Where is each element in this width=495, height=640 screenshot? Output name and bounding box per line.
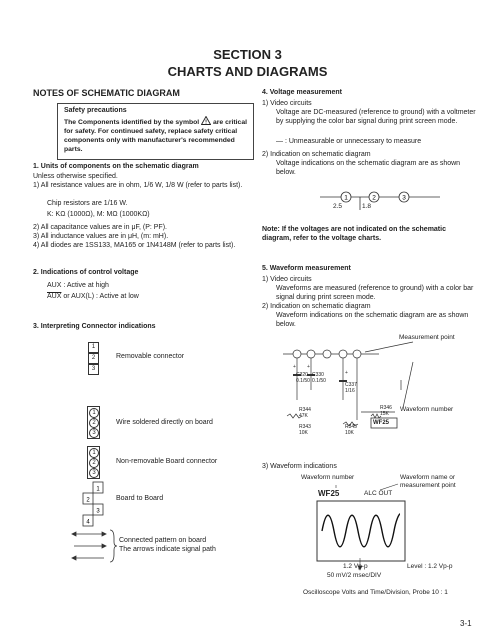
warning-triangle-icon <box>201 116 211 125</box>
notes-title: NOTES OF SCHEMATIC DIAGRAM <box>33 88 180 98</box>
svg-text:+: + <box>345 370 348 376</box>
control-aux-bar: $\overline{AUX}$ <box>47 293 62 300</box>
safety-box <box>57 103 254 160</box>
waveform-title: 5. Waveform measurement <box>262 265 351 272</box>
voltage-title: 4. Voltage measurement <box>262 89 343 96</box>
label-r344: R344 47K <box>299 407 311 419</box>
voltage-note: Note: If the voltages are not indicated on the schematic diagram, refer to the voltage charts. <box>262 226 446 242</box>
label-r346: R346 15K <box>380 405 392 417</box>
wf-code: WF25 <box>318 489 340 498</box>
voltage-item-1b: — : Unmeasurable or unnecessary to measure <box>276 138 422 145</box>
label-c320: C320 0.1/50 <box>296 372 310 384</box>
units-intro: Unless otherwise specified. <box>33 173 118 180</box>
waveform-item-1: 1) Video circuits <box>262 276 312 283</box>
waveform-callout-lines <box>300 478 490 578</box>
section-number: SECTION 3 <box>213 47 282 62</box>
svg-text:+: + <box>307 364 310 370</box>
connector-title: 3. Interpreting Connector indications <box>33 323 156 330</box>
units-item-1: 1) All resistance values are in ohm, 1/6 W, 1/8 W (refer to parts list). <box>33 182 243 189</box>
units-item-2: 2) All capacitance values are in μF, (P: PF). <box>33 224 167 231</box>
wf25-tag: WF25 <box>373 420 390 426</box>
oscilloscope-note: Oscilloscope Volts and Time/Division, Probe 10 : 1 <box>303 589 448 596</box>
soldered-connector-symbol: 1 2 3 <box>87 406 100 439</box>
removable-connector-symbol: 1 2 3 <box>88 342 99 375</box>
svg-text:3: 3 <box>96 508 100 515</box>
page-number: 3-1 <box>460 619 472 628</box>
signal-path-arrows-icon <box>70 528 118 568</box>
control-title: 2. Indications of control voltage <box>33 269 139 276</box>
voltage-item-2: 2) Indication on schematic diagram <box>262 151 371 158</box>
wf-name-label: Waveform name or measurement point <box>400 474 456 489</box>
svg-text:2: 2 <box>372 194 376 202</box>
wf-mvdiv: 50 mV/2 msec/DIV <box>327 572 382 579</box>
control-low: or AUX(L) : Active at low <box>61 293 139 300</box>
wf-vpp: 1.2 Vp-p <box>343 563 368 570</box>
schematic-snippet <box>283 340 483 450</box>
units-item-1c: K: KΩ (1000Ω), M: MΩ (1000KΩ) <box>47 211 150 218</box>
units-item-4: 4) All diodes are 1SS133, MA165 or 1N4148M (refer to parts list). <box>33 242 236 249</box>
waveform-item-2: 2) Indication on schematic diagram <box>262 303 371 310</box>
control-high: AUX : Active at high <box>47 282 109 289</box>
conn-nonremovable-label: Non-removable Board connector <box>116 458 218 465</box>
voltage-value-2: 1.8 <box>362 203 372 210</box>
conn-soldered-label: Wire soldered directly on board <box>116 419 213 426</box>
svg-text:1: 1 <box>344 194 348 202</box>
page-heading: CHARTS AND DIAGRAMS <box>167 64 328 79</box>
units-title: 1. Units of components on the schematic diagram <box>33 163 199 170</box>
waveform-item-2a: Waveform indications on the schematic diagram are as shown below. <box>276 312 469 328</box>
conn-board-label: Board to Board <box>116 495 164 502</box>
conn-pattern-label-1: Connected pattern on board <box>119 537 207 544</box>
label-c337: C337 1/16 <box>345 382 357 394</box>
nonremovable-connector-symbol: 1 2 3 <box>87 446 100 479</box>
voltage-item-1a: Voltage are DC-measured (reference to ground) with a voltmeter by supplying the color bar signal during print screen mode. <box>276 109 476 125</box>
voltage-item-2a: Voltage indications on the schematic diagram are as shown below. <box>276 160 461 176</box>
waveform-number-label: Waveform number <box>400 406 454 413</box>
svg-text:2: 2 <box>86 497 90 504</box>
safety-text-2: are critical for safety. For continued safety, replace safety critical components only with manufacturer's recommended parts. <box>64 119 247 153</box>
units-item-1b: Chip resistors are 1/16 W. <box>47 200 128 207</box>
wf-alc: ALC OUT <box>364 490 393 497</box>
svg-text:+: + <box>293 364 296 370</box>
units-item-3: 3) All inductance values are in μH, (m: mH). <box>33 233 169 240</box>
voltage-value-1: 2.5 <box>333 203 343 210</box>
svg-text:!: ! <box>205 119 208 125</box>
svg-text:4: 4 <box>86 519 90 526</box>
wf-level: Level : 1.2 Vp-p <box>407 563 453 570</box>
conn-removable-label: Removable connector <box>116 353 185 360</box>
safety-text-1: The Components identified by the symbol <box>64 119 200 126</box>
waveform-indications-title: 3) Waveform indications <box>262 463 337 470</box>
wf-number-label: Waveform number <box>301 474 355 481</box>
label-r345: R345 10K <box>345 424 357 436</box>
svg-text:3: 3 <box>402 194 406 202</box>
board-to-board-symbol <box>80 480 110 528</box>
measurement-point-label: Measurement point <box>399 334 455 341</box>
svg-text:1: 1 <box>96 486 100 493</box>
label-r343: R343 10K <box>299 424 311 436</box>
conn-pattern-label-2: The arrows indicate signal path <box>119 546 216 553</box>
waveform-item-1a: Waveforms are measured (reference to ground) with a color bar signal during print screen mode. <box>276 285 474 301</box>
label-c330: C330 0.1/50 <box>312 372 326 384</box>
voltage-diagram <box>320 188 440 216</box>
safety-title: Safety precautions <box>64 107 127 114</box>
voltage-item-1: 1) Video circuits <box>262 100 312 107</box>
